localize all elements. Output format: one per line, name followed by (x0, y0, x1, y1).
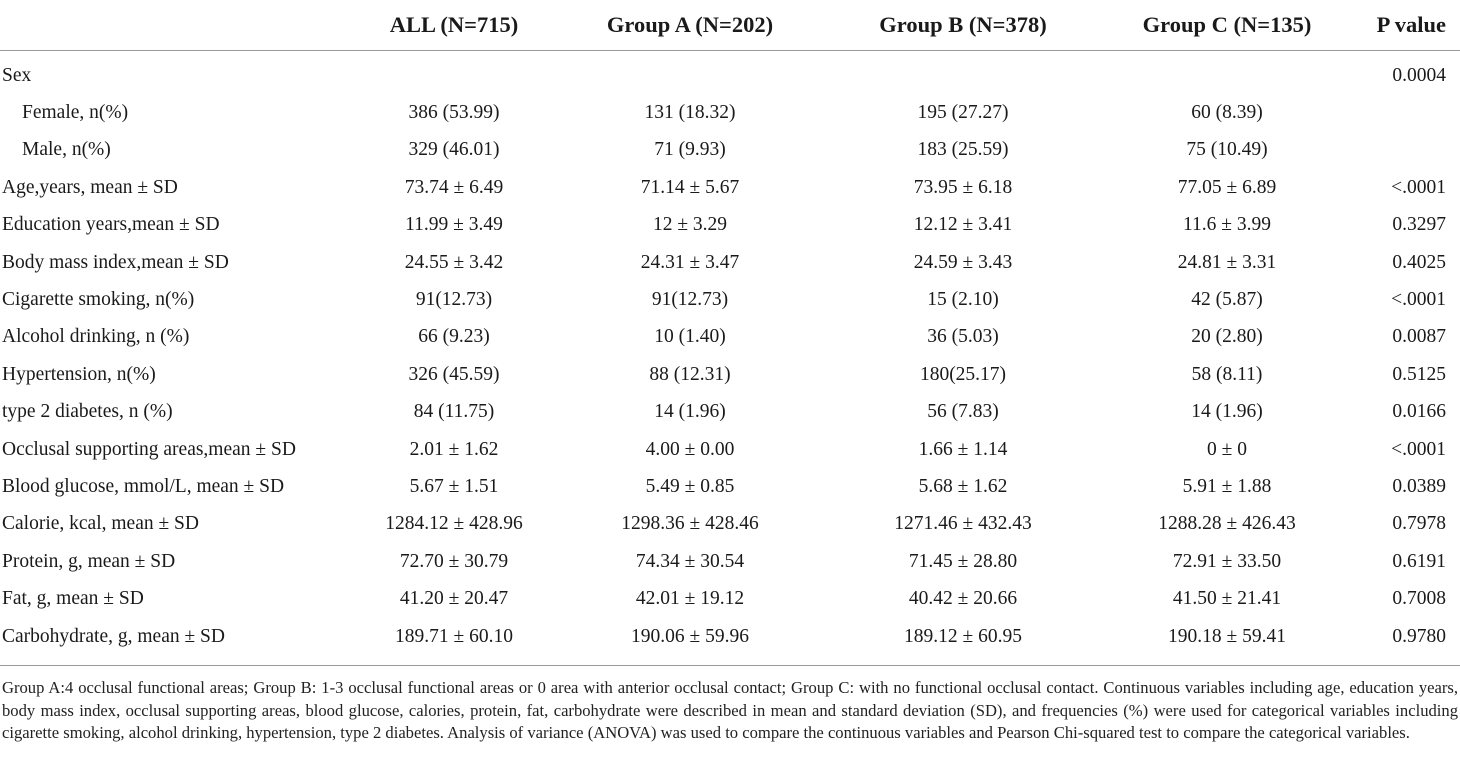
row-label: Carbohydrate, g, mean ± SD (2, 625, 225, 647)
cell-group-c: 14 (1.96) (1191, 401, 1263, 423)
cell-p-value: 0.9780 (1392, 625, 1446, 647)
cell-p-value: <.0001 (1391, 438, 1446, 460)
cell-all: 72.70 ± 30.79 (399, 550, 509, 572)
cell-group-b: 180(25.17) (919, 363, 1007, 385)
cell-all: 91(12.73) (415, 289, 493, 311)
table-row (0, 356, 1460, 393)
row-label: type 2 diabetes, n (%) (2, 401, 173, 423)
row-label: Male, n(%) (22, 139, 111, 161)
cell-all: 1284.12 ± 428.96 (385, 513, 523, 535)
cell-group-c: 77.05 ± 6.89 (1177, 176, 1277, 198)
header-label-column (0, 0, 336, 51)
cell-group-b: 195 (27.27) (917, 102, 1009, 124)
cell-p-value: <.0001 (1391, 176, 1446, 198)
table-row (0, 94, 1460, 131)
cell-group-c: 60 (8.39) (1191, 102, 1263, 124)
cell-all: 84 (11.75) (413, 401, 495, 423)
cell-group-b: 71.45 ± 28.80 (908, 550, 1018, 572)
cell-p-value: 0.0166 (1392, 401, 1446, 423)
header-row (0, 0, 1460, 51)
cell-group-b: 36 (5.03) (927, 326, 999, 348)
table-row (0, 506, 1460, 543)
row-label: Calorie, kcal, mean ± SD (2, 513, 199, 535)
cell-group-a: 4.00 ± 0.00 (645, 438, 735, 460)
cell-p-value (1336, 94, 1460, 131)
cell-p-value: 0.7978 (1392, 513, 1446, 535)
cell-all: 189.71 ± 60.10 (395, 625, 513, 647)
header-group-c: Group C (N=135) (1118, 0, 1336, 51)
cell-group-a: 74.34 ± 30.54 (635, 550, 745, 572)
cell-group-a: 12 ± 3.29 (652, 214, 728, 236)
cell-all: 66 (9.23) (418, 326, 490, 348)
cell-p-value: 0.3297 (1392, 214, 1446, 236)
table-row (0, 394, 1460, 431)
cell-group-c: 1288.28 ± 426.43 (1158, 513, 1296, 535)
cell-group-a: 71 (9.93) (654, 139, 726, 161)
table-row (0, 132, 1460, 169)
table-row (0, 51, 1460, 95)
cell-group-c: 72.91 ± 33.50 (1172, 550, 1282, 572)
cell-group-c: 0 ± 0 (1207, 438, 1247, 460)
cell-group-a: 71.14 ± 5.67 (640, 176, 740, 198)
cell-group-b: 15 (2.10) (927, 289, 999, 311)
cell-group-b: 24.59 ± 3.43 (913, 251, 1013, 273)
cell-group-a: 14 (1.96) (654, 401, 726, 423)
row-label: Blood glucose, mmol/L, mean ± SD (2, 475, 285, 497)
cell-group-c: 5.91 ± 1.88 (1182, 475, 1272, 497)
table-body (0, 51, 1460, 666)
cell-group-a: 1298.36 ± 428.46 (621, 513, 759, 535)
cell-all: 329 (46.01) (408, 139, 500, 161)
header-all: ALL (N=715) (336, 0, 572, 51)
cell-group-c: 20 (2.80) (1191, 326, 1263, 348)
cell-group-c: 41.50 ± 21.41 (1172, 588, 1282, 610)
row-label: Education years,mean ± SD (2, 214, 220, 236)
cell-all: 326 (45.59) (408, 363, 500, 385)
table-row (0, 468, 1460, 505)
cell-p-value: 0.5125 (1392, 363, 1446, 385)
cell-all: 24.55 ± 3.42 (404, 251, 504, 273)
row-label: Sex (2, 64, 32, 86)
table-row (0, 618, 1460, 665)
header-group-a: Group A (N=202) (572, 0, 808, 51)
cell-all: 2.01 ± 1.62 (409, 438, 499, 460)
cell-all: 5.67 ± 1.51 (409, 475, 499, 497)
cell-all: 41.20 ± 20.47 (399, 588, 509, 610)
cell-group-b: 73.95 ± 6.18 (913, 176, 1013, 198)
cell-p-value: 0.0004 (1392, 64, 1446, 86)
cell-group-b: 1.66 ± 1.14 (918, 438, 1008, 460)
table-row (0, 319, 1460, 356)
row-label: Body mass index,mean ± SD (2, 251, 229, 273)
row-label: Alcohol drinking, n (%) (2, 326, 190, 348)
cell-group-c: 190.18 ± 59.41 (1168, 625, 1286, 647)
cell-group-a: 24.31 ± 3.47 (640, 251, 740, 273)
header-p-value: P value (1336, 0, 1460, 51)
cell-p-value: 0.6191 (1392, 550, 1446, 572)
cell-p-value: 0.7008 (1392, 588, 1446, 610)
cell-group-b (808, 51, 1118, 95)
table-footnote: Group A:4 occlusal functional areas; Group B: 1-3 occlusal functional areas or 0 area with anterior occlusal contact; Group C: with no functional occlusal contact. Continuous variables including age, education years, body mass index, occlusal supporting areas, blood glucose, calories, protein, fat, carbohydrate were described in mean and standard deviation (SD), and frequencies (%) were used for categorical variables including cigarette smoking, alcohol drinking, hypertension, type 2 diabetes. Analysis of variance (ANOVA) was used to compare the continuous variables and Pearson Chi-squared test to compare the categorical variables. (0, 665, 1460, 745)
cell-group-a: 88 (12.31) (649, 363, 731, 385)
cell-group-a: 10 (1.40) (654, 326, 726, 348)
table-row (0, 207, 1460, 244)
cell-group-b: 12.12 ± 3.41 (913, 214, 1013, 236)
table-row (0, 431, 1460, 468)
table-row (0, 580, 1460, 617)
table-row (0, 169, 1460, 206)
table-row (0, 244, 1460, 281)
cell-all (336, 51, 572, 95)
row-label: Cigarette smoking, n(%) (2, 289, 195, 311)
cell-group-a (572, 51, 808, 95)
row-label: Age,years, mean ± SD (2, 176, 178, 198)
cell-group-b: 183 (25.59) (917, 139, 1009, 161)
header-group-b: Group B (N=378) (808, 0, 1118, 51)
cell-group-a: 190.06 ± 59.96 (631, 625, 749, 647)
cell-group-a: 42.01 ± 19.12 (635, 588, 745, 610)
cell-group-c: 58 (8.11) (1191, 363, 1263, 385)
cell-group-c: 24.81 ± 3.31 (1177, 251, 1277, 273)
cell-group-b: 5.68 ± 1.62 (918, 475, 1008, 497)
cell-group-a: 131 (18.32) (644, 102, 736, 124)
cell-group-a: 91(12.73) (651, 289, 729, 311)
cell-group-a: 5.49 ± 0.85 (645, 475, 735, 497)
row-label: Protein, g, mean ± SD (2, 550, 176, 572)
cell-group-c: 42 (5.87) (1191, 289, 1263, 311)
cell-p-value: <.0001 (1391, 289, 1446, 311)
cell-group-c (1118, 51, 1336, 95)
row-label: Fat, g, mean ± SD (2, 588, 144, 610)
cell-p-value: 0.0389 (1392, 475, 1446, 497)
cell-all: 11.99 ± 3.49 (405, 214, 503, 236)
cell-group-b: 189.12 ± 60.95 (904, 625, 1022, 647)
cell-group-b: 56 (7.83) (927, 401, 999, 423)
row-label: Female, n(%) (22, 102, 129, 124)
table-row (0, 543, 1460, 580)
cell-group-c: 75 (10.49) (1186, 139, 1268, 161)
cell-p-value: 0.4025 (1392, 251, 1446, 273)
cell-all: 386 (53.99) (408, 102, 500, 124)
table-row (0, 281, 1460, 318)
cell-group-c: 11.6 ± 3.99 (1183, 214, 1271, 236)
cell-p-value (1336, 132, 1460, 169)
cell-group-b: 1271.46 ± 432.43 (894, 513, 1032, 535)
cell-p-value: 0.0087 (1392, 326, 1446, 348)
row-label: Hypertension, n(%) (2, 363, 156, 385)
table-header (0, 0, 1460, 51)
cell-group-b: 40.42 ± 20.66 (908, 588, 1018, 610)
cell-all: 73.74 ± 6.49 (404, 176, 504, 198)
row-label: Occlusal supporting areas,mean ± SD (2, 438, 296, 460)
